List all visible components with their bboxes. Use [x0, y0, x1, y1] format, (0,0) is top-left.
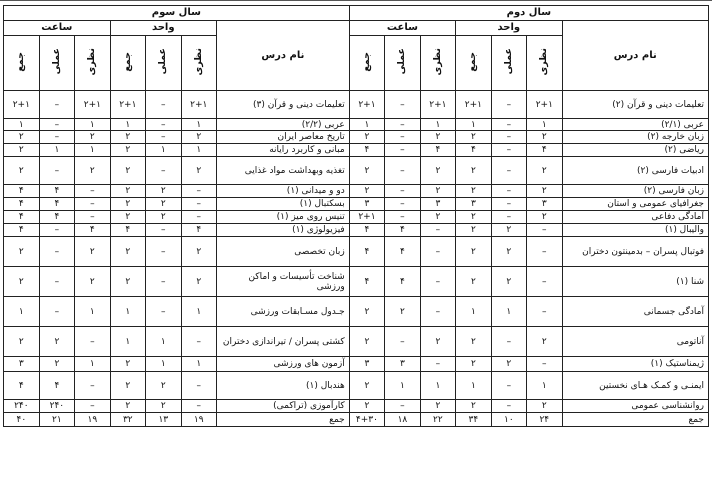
- hour-practical-y3: ۴: [39, 211, 74, 224]
- unit-theory-y3: –: [181, 400, 216, 413]
- hour-total-y3: ۲: [4, 157, 40, 185]
- hour-practical-y2: ۱: [385, 372, 420, 400]
- hour-theory-y3: –: [75, 185, 110, 198]
- unit-theory-y2: –: [527, 237, 562, 267]
- unit-practical-y3: –: [146, 267, 181, 297]
- practical-header: عملی: [491, 36, 526, 91]
- unit-total-y2: ۴: [456, 144, 491, 157]
- unit-total-y2: ۲: [456, 157, 491, 185]
- unit-theory-y3: –: [181, 198, 216, 211]
- hour-theory-y2: ۲: [420, 157, 455, 185]
- unit-theory-y3: ۲: [181, 131, 216, 144]
- unit-total-y2: ۲: [456, 211, 491, 224]
- unit-practical-y2: –: [491, 119, 526, 131]
- hour-practical-y2: ۴: [385, 224, 420, 237]
- unit-total-y3: ۲: [110, 400, 145, 413]
- hour-practical-y2: ۲: [385, 297, 420, 327]
- unit-practical-y2: –: [491, 185, 526, 198]
- unit-theory-y2: ۲: [527, 211, 562, 224]
- unit-theory-y3: ۲: [181, 267, 216, 297]
- unit-theory-y3: –: [181, 211, 216, 224]
- year3-header: سال سوم: [4, 6, 350, 21]
- hour-total-y2: ۲: [349, 131, 384, 144]
- course-name-y2: والیبال (۱): [562, 224, 708, 237]
- course-name-y2: فوتبال پسران – بدمینتون دختران: [562, 237, 708, 267]
- unit-total-y3: ۲: [110, 267, 145, 297]
- unit-practical-y2: –: [491, 400, 526, 413]
- hour-total-y2: ۳: [349, 198, 384, 211]
- unit-theory-y2: ۱: [527, 119, 562, 131]
- unit-practical-y2: –: [491, 91, 526, 119]
- course-name-y2: روانشناسی عمومی: [562, 400, 708, 413]
- hour-total-y3: ۲: [4, 131, 40, 144]
- table-row: [4, 224, 709, 237]
- course-name-y3: فیزیولوژی (۱): [216, 224, 349, 237]
- unit-total-y2: ۲: [456, 267, 491, 297]
- unit-practical-y3: ۲: [146, 185, 181, 198]
- course-name-y3: تنیس روی میز (۱): [216, 211, 349, 224]
- hour-practical-y2: –: [385, 327, 420, 357]
- hour-total-y2: ۲: [349, 327, 384, 357]
- hour-theory-y3: ۱۹: [75, 413, 110, 427]
- hour-theory-y3: ۱: [75, 297, 110, 327]
- course-name-header-y2: نام درس: [562, 21, 708, 91]
- hour-theory-y2: ۲: [420, 211, 455, 224]
- hour-total-y2: ۲+۱: [349, 211, 384, 224]
- unit-header-y3: واحد: [110, 21, 216, 36]
- hour-practical-y2: ۱۸: [385, 413, 420, 427]
- unit-practical-y3: ۱: [146, 327, 181, 357]
- hour-theory-y3: –: [75, 211, 110, 224]
- hour-theory-y2: ۲۲: [420, 413, 455, 427]
- hour-practical-y2: –: [385, 91, 420, 119]
- unit-total-y3: ۱: [110, 119, 145, 131]
- hour-total-y3: ۱: [4, 297, 40, 327]
- unit-total-y3: ۴: [110, 224, 145, 237]
- unit-practical-y2: ۱۰: [491, 413, 526, 427]
- hour-theory-y2: –: [420, 237, 455, 267]
- course-name-y2: زبان فارسی (۲): [562, 185, 708, 198]
- hour-total-y3: ۱: [4, 119, 40, 131]
- hour-practical-y3: ۲: [39, 327, 74, 357]
- unit-theory-y3: ۱: [181, 144, 216, 157]
- unit-theory-y2: ۲+۱: [527, 91, 562, 119]
- unit-total-y2: ۳: [456, 198, 491, 211]
- unit-theory-y3: –: [181, 185, 216, 198]
- course-name-y3: شناخت تأسیسات و اماکن ورزشی: [216, 267, 349, 297]
- course-name-y2: شنا (۱): [562, 267, 708, 297]
- unit-theory-y2: –: [527, 224, 562, 237]
- hour-total-y2: ۲: [349, 185, 384, 198]
- unit-total-y2: ۲: [456, 357, 491, 372]
- unit-total-y3: ۲: [110, 237, 145, 267]
- hour-header-y2: ساعت: [349, 21, 455, 36]
- unit-practical-y3: ۱۳: [146, 413, 181, 427]
- hour-total-y3: ۴: [4, 211, 40, 224]
- unit-total-y3: ۲: [110, 372, 145, 400]
- practical-header: عملی: [385, 36, 420, 91]
- table-row: [4, 267, 709, 297]
- course-name-y3: مبانی و کاربرد رایانه: [216, 144, 349, 157]
- hour-practical-y3: ۴: [39, 372, 74, 400]
- table-row: [4, 327, 709, 357]
- hour-practical-y2: –: [385, 185, 420, 198]
- hour-theory-y2: ۲: [420, 131, 455, 144]
- unit-total-y3: ۱: [110, 327, 145, 357]
- hour-total-y3: ۴: [4, 372, 40, 400]
- hour-theory-y3: ۲+۱: [75, 91, 110, 119]
- hour-practical-y2: –: [385, 198, 420, 211]
- hour-total-y3: ۳: [4, 357, 40, 372]
- unit-theory-y2: ۲: [527, 185, 562, 198]
- practical-header: عملی: [39, 36, 74, 91]
- hour-theory-y2: ۳: [420, 198, 455, 211]
- hour-total-y3: ۲: [4, 327, 40, 357]
- course-name-y2: ادبیات فارسی (۲): [562, 157, 708, 185]
- hour-theory-y3: ۲: [75, 267, 110, 297]
- unit-theory-y3: ۱: [181, 297, 216, 327]
- unit-practical-y3: –: [146, 157, 181, 185]
- unit-theory-y3: ۱: [181, 357, 216, 372]
- unit-total-y3: ۲: [110, 131, 145, 144]
- course-name-y2: جغرافیای عمومی و استان: [562, 198, 708, 211]
- unit-theory-y2: –: [527, 267, 562, 297]
- unit-practical-y2: ۲: [491, 237, 526, 267]
- hour-theory-y2: –: [420, 224, 455, 237]
- table-row: [4, 237, 709, 267]
- table-row: [4, 400, 709, 413]
- unit-total-y2: ۳۴: [456, 413, 491, 427]
- unit-theory-y3: ۱: [181, 119, 216, 131]
- unit-total-y3: ۲: [110, 211, 145, 224]
- hour-total-y2: ۴+۳۰: [349, 413, 384, 427]
- hour-practical-y3: –: [39, 267, 74, 297]
- table-row: [4, 211, 709, 224]
- hour-practical-y3: –: [39, 237, 74, 267]
- unit-theory-y3: ۱۹: [181, 413, 216, 427]
- unit-theory-y2: –: [527, 357, 562, 372]
- hour-practical-y3: –: [39, 297, 74, 327]
- table-row: [4, 372, 709, 400]
- total-header: جمع: [4, 36, 40, 91]
- unit-practical-y2: –: [491, 131, 526, 144]
- hour-practical-y2: –: [385, 131, 420, 144]
- hour-theory-y3: –: [75, 400, 110, 413]
- hour-total-y2: ۴: [349, 237, 384, 267]
- unit-practical-y3: ۲: [146, 400, 181, 413]
- unit-total-y2: ۲: [456, 131, 491, 144]
- course-name-y3: بسکتبال (۱): [216, 198, 349, 211]
- practical-header: عملی: [146, 36, 181, 91]
- unit-practical-y2: ۲: [491, 267, 526, 297]
- hour-total-y2: ۴: [349, 267, 384, 297]
- hour-theory-y3: ۲: [75, 237, 110, 267]
- hour-theory-y2: ۱: [420, 119, 455, 131]
- unit-theory-y2: ۱: [527, 372, 562, 400]
- hour-total-y2: ۴: [349, 224, 384, 237]
- unit-total-y3: ۲: [110, 157, 145, 185]
- theory-header: نظری: [420, 36, 455, 91]
- hour-practical-y3: –: [39, 224, 74, 237]
- hour-practical-y3: ۴: [39, 185, 74, 198]
- unit-theory-y2: ۲: [527, 131, 562, 144]
- course-name-y3: تغذیه وبهداشت مواد غذایی: [216, 157, 349, 185]
- hour-theory-y2: ۲: [420, 185, 455, 198]
- hour-total-y3: ۲: [4, 237, 40, 267]
- table-row: [4, 91, 709, 119]
- hour-theory-y2: –: [420, 297, 455, 327]
- table-row: [4, 357, 709, 372]
- unit-total-y2: ۲: [456, 327, 491, 357]
- unit-practical-y3: ۲: [146, 198, 181, 211]
- unit-practical-y3: ۲: [146, 372, 181, 400]
- unit-total-y2: ۱: [456, 372, 491, 400]
- table-row: [4, 144, 709, 157]
- unit-total-y2: ۲: [456, 185, 491, 198]
- hour-total-y2: ۲+۱: [349, 91, 384, 119]
- unit-total-y2: ۲: [456, 224, 491, 237]
- unit-practical-y3: –: [146, 224, 181, 237]
- course-name-y3: تعلیمات دینی و قرآن (۳): [216, 91, 349, 119]
- hour-practical-y2: ۳: [385, 357, 420, 372]
- course-name-y2: ریاضی (۲): [562, 144, 708, 157]
- table-row: [4, 157, 709, 185]
- course-name-y2: عربی (۲/۱): [562, 119, 708, 131]
- course-name-y2: آمادگی جسمانی: [562, 297, 708, 327]
- hour-total-y2: ۲: [349, 400, 384, 413]
- hour-practical-y3: –: [39, 91, 74, 119]
- unit-practical-y2: –: [491, 372, 526, 400]
- unit-practical-y3: –: [146, 237, 181, 267]
- hour-practical-y3: ۲۱: [39, 413, 74, 427]
- course-name-y2: آناتومی: [562, 327, 708, 357]
- hour-practical-y3: –: [39, 119, 74, 131]
- unit-theory-y2: ۲: [527, 157, 562, 185]
- course-name-y2: زبان خارجه (۲): [562, 131, 708, 144]
- unit-total-y3: ۲: [110, 185, 145, 198]
- unit-practical-y3: –: [146, 131, 181, 144]
- hour-practical-y3: ۲: [39, 357, 74, 372]
- unit-theory-y2: ۳: [527, 198, 562, 211]
- hour-total-y2: ۲: [349, 372, 384, 400]
- hour-total-y3: ۲: [4, 267, 40, 297]
- theory-header: نظری: [527, 36, 562, 91]
- unit-total-y2: ۲: [456, 237, 491, 267]
- hour-theory-y2: ۴: [420, 144, 455, 157]
- course-name-y3: تاریخ معاصر ایران: [216, 131, 349, 144]
- hour-total-y3: ۴: [4, 224, 40, 237]
- course-name-y2: آمادگی دفاعی: [562, 211, 708, 224]
- hour-theory-y3: ۱: [75, 119, 110, 131]
- course-name-y3: زبان تخصصی: [216, 237, 349, 267]
- unit-total-y3: ۳۲: [110, 413, 145, 427]
- unit-practical-y3: ۲: [146, 211, 181, 224]
- unit-total-y2: ۱: [456, 297, 491, 327]
- unit-practical-y2: ۲: [491, 224, 526, 237]
- hour-practical-y3: ۴: [39, 198, 74, 211]
- total-header: جمع: [456, 36, 491, 91]
- course-name-y3: هندبال (۱): [216, 372, 349, 400]
- hour-total-y3: ۲+۱: [4, 91, 40, 119]
- unit-practical-y2: –: [491, 327, 526, 357]
- table-row: [4, 131, 709, 144]
- hour-total-y2: ۱: [349, 119, 384, 131]
- hour-theory-y2: –: [420, 267, 455, 297]
- table-row: [4, 119, 709, 131]
- unit-practical-y3: –: [146, 119, 181, 131]
- course-name-y3: عربی (۲/۲): [216, 119, 349, 131]
- hour-theory-y2: ۲: [420, 400, 455, 413]
- hour-practical-y2: –: [385, 144, 420, 157]
- hour-total-y3: ۴۰: [4, 413, 40, 427]
- hour-theory-y3: –: [75, 327, 110, 357]
- unit-practical-y3: ۱: [146, 144, 181, 157]
- unit-practical-y3: –: [146, 91, 181, 119]
- hour-theory-y3: ۱: [75, 357, 110, 372]
- hour-practical-y3: –: [39, 157, 74, 185]
- table-row: [4, 297, 709, 327]
- hour-practical-y2: ۴: [385, 237, 420, 267]
- course-name-y3: جـدول مسـابقات ورزشی: [216, 297, 349, 327]
- unit-theory-y2: –: [527, 297, 562, 327]
- course-name-y2: ژیمناستیک (۱): [562, 357, 708, 372]
- table-row: [4, 413, 709, 427]
- theory-header: نظری: [75, 36, 110, 91]
- hour-practical-y3: –: [39, 131, 74, 144]
- hour-practical-y2: –: [385, 211, 420, 224]
- hour-theory-y2: –: [420, 357, 455, 372]
- hour-total-y2: ۳: [349, 357, 384, 372]
- course-name-y2: تعلیمات دینی و قرآن (۲): [562, 91, 708, 119]
- unit-total-y3: ۲: [110, 198, 145, 211]
- unit-theory-y3: ۲+۱: [181, 91, 216, 119]
- hour-total-y3: ۴: [4, 198, 40, 211]
- course-name-y3: کشتی پسران / تیراندازی دختران: [216, 327, 349, 357]
- hour-theory-y3: ۱: [75, 144, 110, 157]
- hour-total-y2: ۴: [349, 144, 384, 157]
- course-name-y3: دو و میدانی (۱): [216, 185, 349, 198]
- hour-total-y2: ۲: [349, 157, 384, 185]
- unit-practical-y2: –: [491, 211, 526, 224]
- total-header: جمع: [110, 36, 145, 91]
- year2-header: سال دوم: [349, 6, 708, 21]
- theory-header: نظری: [181, 36, 216, 91]
- unit-practical-y2: –: [491, 157, 526, 185]
- unit-total-y3: ۲+۱: [110, 91, 145, 119]
- hour-practical-y3: ۲۴۰: [39, 400, 74, 413]
- unit-theory-y3: –: [181, 372, 216, 400]
- unit-practical-y2: ۱: [491, 297, 526, 327]
- unit-total-y2: ۲: [456, 400, 491, 413]
- course-name-y3: آزمون های ورزشی: [216, 357, 349, 372]
- unit-theory-y2: ۲۴: [527, 413, 562, 427]
- hour-total-y3: ۴: [4, 185, 40, 198]
- curriculum-table: [3, 5, 709, 427]
- course-name-y3: کارآموزی (تراکمی): [216, 400, 349, 413]
- unit-header-y2: واحد: [456, 21, 562, 36]
- hour-total-y3: ۲: [4, 144, 40, 157]
- hour-practical-y3: ۱: [39, 144, 74, 157]
- hour-practical-y2: ۴: [385, 267, 420, 297]
- hour-theory-y2: ۲+۱: [420, 91, 455, 119]
- hour-practical-y2: –: [385, 400, 420, 413]
- hour-theory-y2: ۲: [420, 327, 455, 357]
- unit-practical-y2: ۲: [491, 357, 526, 372]
- unit-theory-y3: ۲: [181, 237, 216, 267]
- unit-practical-y3: ۱: [146, 357, 181, 372]
- hour-total-y2: ۲: [349, 297, 384, 327]
- hour-theory-y3: –: [75, 372, 110, 400]
- unit-practical-y2: –: [491, 198, 526, 211]
- table-row: [4, 198, 709, 211]
- course-name-y3: جمع: [216, 413, 349, 427]
- course-name-y2: ایمنـی و کمـک هـای نخستین: [562, 372, 708, 400]
- total-header: جمع: [349, 36, 384, 91]
- hour-practical-y2: –: [385, 157, 420, 185]
- course-name-y2: جمع: [562, 413, 708, 427]
- hour-header-y3: ساعت: [4, 21, 111, 36]
- course-name-header-y3: نام درس: [216, 21, 349, 91]
- unit-theory-y3: –: [181, 327, 216, 357]
- unit-total-y2: ۱: [456, 119, 491, 131]
- hour-theory-y3: ۴: [75, 224, 110, 237]
- unit-theory-y2: ۲: [527, 327, 562, 357]
- table-row: [4, 185, 709, 198]
- unit-practical-y3: –: [146, 297, 181, 327]
- unit-theory-y2: ۲: [527, 400, 562, 413]
- hour-practical-y2: –: [385, 119, 420, 131]
- unit-total-y2: ۲+۱: [456, 91, 491, 119]
- hour-theory-y2: ۱: [420, 372, 455, 400]
- unit-theory-y3: ۴: [181, 224, 216, 237]
- hour-theory-y3: ۲: [75, 131, 110, 144]
- hour-total-y3: ۲۴۰: [4, 400, 40, 413]
- hour-theory-y3: ۲: [75, 157, 110, 185]
- unit-practical-y2: –: [491, 144, 526, 157]
- unit-total-y3: ۲: [110, 357, 145, 372]
- unit-total-y3: ۱: [110, 297, 145, 327]
- unit-theory-y2: ۴: [527, 144, 562, 157]
- hour-theory-y3: –: [75, 198, 110, 211]
- unit-theory-y3: ۲: [181, 157, 216, 185]
- unit-total-y3: ۲: [110, 144, 145, 157]
